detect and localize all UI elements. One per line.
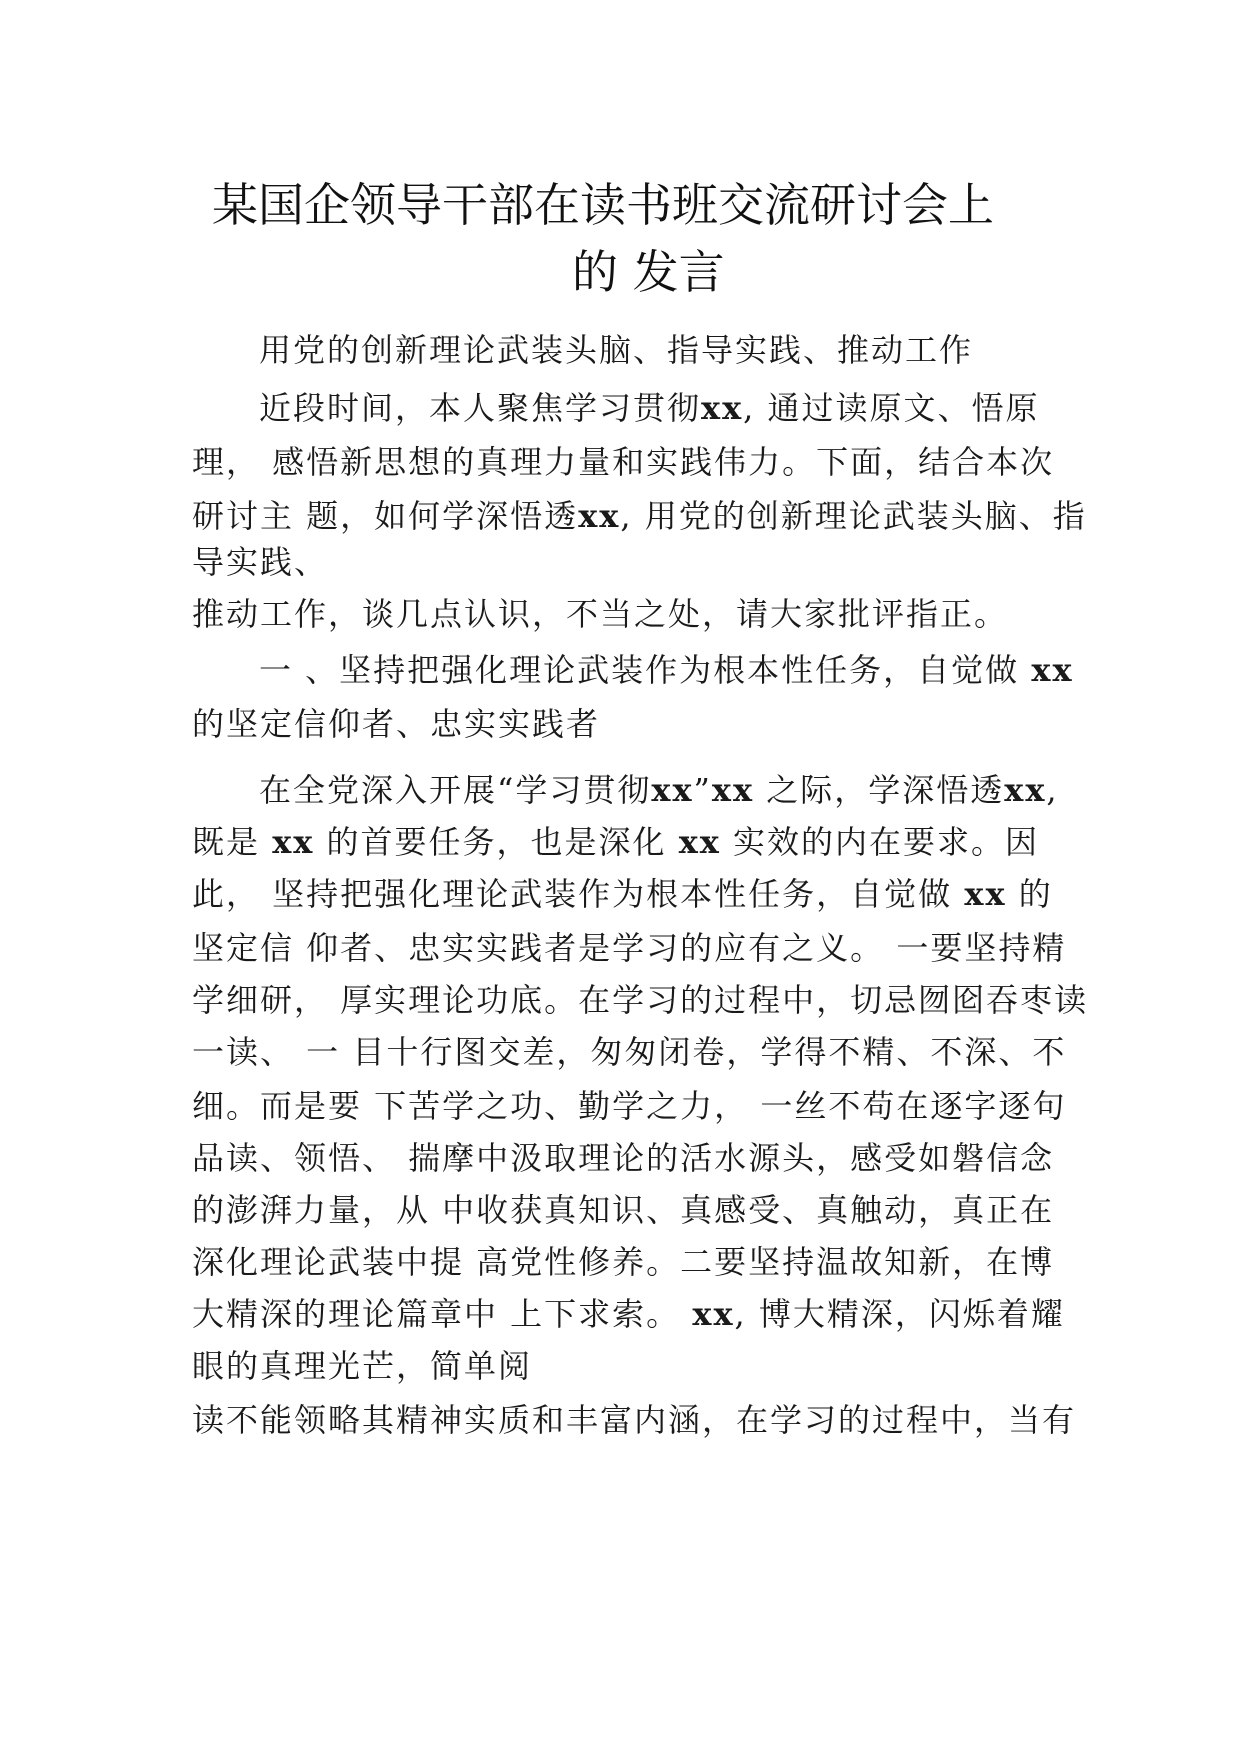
body-line: 坚定信 仰者、忠实实践者是学习的应有之义。 一要坚持精 (192, 929, 1067, 967)
placeholder-token: xx (964, 875, 1007, 913)
placeholder-token: xx (272, 823, 315, 861)
section-heading-line: 一 、坚持把强化理论武装作为根本性任务，自觉做 xx (259, 651, 1074, 689)
placeholder-token: xx (1004, 771, 1047, 809)
body-line: 导实践、 (192, 543, 329, 581)
placeholder-token: xx (578, 497, 621, 535)
body-line: 的澎湃力量，从 中收获真知识、真感受、真触动，真正在 (192, 1191, 1055, 1229)
placeholder-token: xx (678, 823, 721, 861)
body-line: 理， 感悟新思想的真理力量和实践伟力。下面，结合本次 (192, 443, 1055, 481)
placeholder-token: xx (692, 1295, 735, 1333)
body-line: 读不能领略其精神实质和丰富内涵，在学习的过程中，当有 (192, 1401, 1077, 1439)
placeholder-token: xx (1031, 651, 1074, 689)
body-line: 既是 xx 的首要任务，也是深化 xx 实效的内在要求。因 (192, 823, 1040, 861)
body-line: 细。而是要 下苦学之功、勤学之力， 一丝不苟在逐字逐句 (192, 1087, 1067, 1125)
body-line: 眼的真理光芒，简单阅 (192, 1347, 533, 1385)
body-line: 推动工作，谈几点认识，不当之处，请大家批评指正。 (192, 595, 1009, 633)
placeholder-token: xx (651, 771, 694, 809)
body-line: 大精深的理论篇章中 上下求索。 xx, 博大精深，闪烁着耀 (192, 1295, 1065, 1333)
placeholder-token: xx (711, 771, 755, 809)
document-title-line-1: 某国企领导干部在读书班交流研讨会上 (212, 178, 994, 232)
body-line: 学细研， 厚实理论功底。在学习的过程中，切忌囫囵吞枣读 (192, 981, 1089, 1019)
body-line: 此， 坚持把强化理论武装作为根本性任务，自觉做 xx 的 (192, 875, 1053, 913)
body-line: 深化理论武装中提 高党性修养。二要坚持温故知新，在博 (192, 1243, 1055, 1281)
placeholder-token: xx (701, 389, 744, 427)
subtitle-line: 用党的创新理论武装头脑、指导实践、推动工作 (259, 331, 974, 369)
body-line: 一读、 一 目十行图交差，匆匆闭卷，学得不精、不深、不 (192, 1033, 1067, 1071)
section-heading-line: 的坚定信仰者、忠实实践者 (192, 705, 601, 743)
body-line: 品读、领悟、 揣摩中汲取理论的活水源头，感受如磐信念 (192, 1139, 1055, 1177)
body-line: 近段时间，本人聚焦学习贯彻xx, 通过读原文、悟原 (259, 389, 1040, 427)
document-title-line-2: 的 发言 (572, 245, 725, 299)
body-line: 在全党深入开展“学习贯彻xx”xx 之际，学深悟透xx, (259, 771, 1059, 809)
body-line: 研讨主 题，如何学深悟透xx, 用党的创新理论武装头脑、指 (192, 497, 1087, 535)
